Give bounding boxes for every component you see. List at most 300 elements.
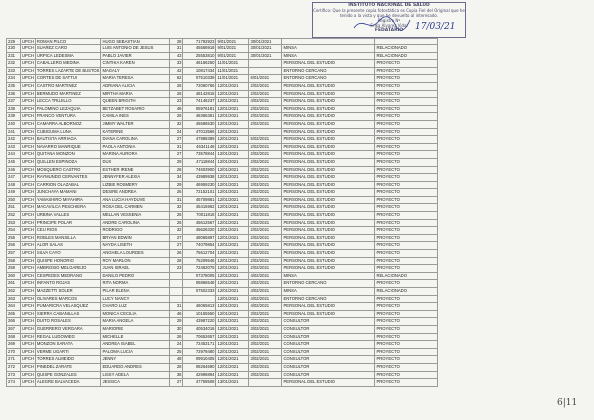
cell-institution: UPCH [21, 318, 36, 326]
cell-given-names: ANA LUCIA HAYDUVE [101, 196, 170, 204]
table-row [7, 288, 438, 296]
cell-row-number: 266 [7, 318, 21, 326]
cell-institution: UPCH [22, 39, 34, 44]
cell-age: 32 [170, 120, 183, 128]
cell-institution: UPCH [21, 113, 36, 121]
cell-dni: 47988389 [183, 136, 216, 144]
cell-start-date: 12/01/2021 [216, 325, 249, 333]
cell-age: 28 [170, 363, 183, 371]
cell-end-date: 3/02/2021 [249, 166, 282, 174]
cell-institution: UPCH [21, 181, 36, 189]
cell-age: 26 [170, 113, 183, 121]
cell-start-date: 11/01/2021 [216, 60, 249, 68]
cell-role: MINSA [282, 52, 375, 60]
cell-start-date: 12/01/2021 [216, 280, 249, 288]
cell-row-number: 229 [7, 39, 21, 45]
cell-age: 26 [170, 250, 183, 258]
cell-start-date: 9/01/2021 [216, 52, 249, 60]
cell-row-number: 246 [7, 166, 21, 174]
cell-surnames: OLIVARES MARCOS [35, 295, 101, 303]
cell-relation: PROYECTO [375, 120, 438, 128]
cell-dni: 72453171 [183, 341, 216, 349]
cell-dni: 08264690 [183, 363, 216, 371]
cell-relation: PROYECTO [375, 219, 438, 227]
cell-start-date: 12/01/2021 [216, 363, 249, 371]
cell-role: ENTORNO CERCANO [282, 295, 375, 303]
cell-end-date: 2/02/2021 [249, 250, 282, 258]
cell-age: 31 [170, 303, 183, 311]
cell-relation: PROYECTO [375, 250, 438, 258]
cell-row-number: 258 [7, 257, 21, 265]
cell-given-names: MARIORIE [101, 325, 170, 333]
table-row [7, 45, 438, 53]
cell-role: PERSONAL DEL ESTUDIO [282, 136, 375, 144]
cell-end-date: 4/02/2021 [249, 98, 282, 106]
cell-end-date: 3/02/2021 [249, 363, 282, 371]
cell-institution: UPCH [21, 166, 36, 174]
cell-end-date: 2/02/2021 [249, 151, 282, 159]
cell-end-date: 3/02/2021 [249, 325, 282, 333]
cell-institution: UPCH [21, 98, 36, 106]
cell-dni [183, 295, 216, 303]
cell-row-number: 259 [7, 265, 21, 273]
cell-row-number: 260 [7, 272, 21, 280]
cell-institution: UPCH [21, 52, 36, 60]
cell-role: PERSONAL DEL ESTUDIO [282, 151, 375, 159]
cell-relation: PROYECTO [375, 310, 438, 318]
stamp-title: INSTITUTO NACIONAL DE SALUD [348, 3, 430, 8]
cell-start-date: 12/01/2021 [216, 82, 249, 90]
cell-end-date: 2/02/2021 [249, 120, 282, 128]
cell-age: 26 [170, 166, 183, 174]
cell-dni: 45612567 [183, 219, 216, 227]
cell-dni: 06866548 [183, 280, 216, 288]
cell-dni: 07502333 [183, 288, 216, 296]
cell-age: 26 [170, 189, 183, 197]
cell-end-date: 30/01/2021 [249, 45, 282, 53]
cell-row-number: 245 [7, 158, 21, 166]
cell-institution: UPCH [21, 151, 36, 159]
cell-age: 33 [170, 60, 183, 68]
cell-age: 27 [170, 242, 183, 250]
table-row [7, 158, 438, 166]
cell-end-date: 3/02/2021 [249, 356, 282, 364]
cell-surnames: ALOR SALAS [35, 242, 101, 250]
cell-start-date: 12/01/2021 [216, 310, 249, 318]
cell-start-date: 12/01/2021 [216, 212, 249, 220]
cell-dni: 75612704 [183, 250, 216, 258]
cell-dni: 75209546 [183, 257, 216, 265]
cell-institution: UPCH [21, 219, 36, 227]
cell-row-number: 242 [7, 136, 21, 144]
cell-end-date: 2/02/2021 [249, 204, 282, 212]
cell-given-names: ANGHELA LOURDES [101, 250, 170, 258]
cell-role: PERSONAL DEL ESTUDIO [282, 143, 375, 151]
cell-institution: UPCH [21, 295, 36, 303]
cell-age: 32 [170, 227, 183, 235]
table-row [7, 371, 438, 379]
cell-row-number: 235 [7, 82, 21, 90]
cell-end-date: 2/02/2021 [249, 181, 282, 189]
cell-start-date: 12/01/2021 [216, 341, 249, 349]
cell-relation: PROYECTO [375, 325, 438, 333]
cell-institution: UPCH [21, 90, 36, 98]
cell-start-date: 12/01/2021 [216, 98, 249, 106]
cell-dni: 70011816 [183, 212, 216, 220]
cell-row-number: 271 [7, 356, 21, 364]
signature [352, 14, 412, 34]
cell-institution: UPCH [21, 212, 36, 220]
cell-row-number: 255 [7, 234, 21, 242]
cell-surnames: ROMAN PILCO [35, 39, 101, 45]
cell-start-date: 11/01/2021 [216, 67, 249, 75]
cell-given-names: LIZBIE ROSMERY [101, 181, 170, 189]
cell-row-number: 273 [7, 371, 21, 379]
cell-institution: UPCH [21, 45, 36, 53]
cell-given-names: MELLAN VESSENIA [101, 212, 170, 220]
cell-start-date: 12/01/2021 [216, 136, 249, 144]
cell-end-date: 2/02/2021 [249, 227, 282, 235]
cell-row-number: 261 [7, 280, 21, 288]
cell-dni: 74146237 [183, 98, 216, 106]
cell-institution: UPCH [21, 356, 36, 364]
table-row [7, 318, 438, 326]
cell-end-date: 2/02/2021 [249, 265, 282, 273]
cell-given-names: PALOMA LUCIA [101, 348, 170, 356]
cell-relation: PROYECTO [375, 82, 438, 90]
table-row [7, 98, 438, 106]
cell-relation: PROYECTO [375, 189, 438, 197]
cell-institution: UPCH [21, 272, 36, 280]
cell-dni: 72979480 [183, 348, 216, 356]
cell-surnames: INFANTO ROJAS [35, 280, 101, 288]
cell-institution: UPCH [21, 325, 36, 333]
cell-age: 43 [170, 52, 183, 60]
table-row [7, 128, 438, 136]
cell-surnames: CUBIGUMA LUNA [35, 128, 101, 136]
cell-age: 26 [170, 82, 183, 90]
cell-start-date: 12/01/2021 [216, 288, 249, 296]
cell-dni: 47013566 [183, 128, 216, 136]
cell-dni: 10817434 [183, 67, 216, 75]
cell-age: 25 [170, 348, 183, 356]
cell-relation: PROYECTO [375, 143, 438, 151]
cell-age: 27 [170, 151, 183, 159]
cell-given-names: DESIRE ANDREA [101, 189, 170, 197]
cell-surnames: TORRES LAZARTE DE BUSTOS [35, 67, 101, 75]
cell-relation: PROYECTO [375, 196, 438, 204]
cell-end-date: 4/02/2021 [249, 280, 282, 288]
cell-given-names: MARIA ANGELA [101, 318, 170, 326]
cell-start-date: 12/01/2021 [216, 120, 249, 128]
table-row [7, 379, 438, 387]
cell-dni: 46065813 [183, 303, 216, 311]
cell-institution: UPCH [21, 303, 36, 311]
cell-start-date: 12/01/2021 [216, 204, 249, 212]
cell-surnames: CASTRO MARTINEZ [35, 82, 101, 90]
cell-start-date: 12/01/2021 [216, 219, 249, 227]
table-row [7, 204, 438, 212]
table-row [7, 189, 438, 197]
cell-row-number: 272 [7, 363, 21, 371]
cell-end-date [249, 128, 282, 136]
cell-age: 26 [170, 90, 183, 98]
table-row [7, 181, 438, 189]
cell-row-number: 274 [7, 379, 21, 387]
cell-start-date: 12/01/2021 [216, 272, 249, 280]
cell-role: PERSONAL DEL ESTUDIO [282, 196, 375, 204]
cell-role: ENTORNO CERCANO [282, 75, 375, 83]
cell-dni: 48065897 [183, 234, 216, 242]
cell-relation: PROYECTO [375, 75, 438, 83]
cell-relation: RELACIONADO [375, 52, 438, 60]
cell-dni: 72152101 [183, 189, 216, 197]
cell-surnames: CEU RIOS [35, 227, 101, 235]
cell-row-number: 236 [7, 90, 21, 98]
cell-role: PERSONAL DEL ESTUDIO [282, 82, 375, 90]
cell-dni: 10155550 [183, 310, 216, 318]
cell-end-date: 5/02/2021 [249, 136, 282, 144]
table-row [7, 341, 438, 349]
cell-relation: PROYECTO [375, 113, 438, 121]
cell-surnames: URPICA LEDESMA [35, 52, 101, 60]
table-row [7, 67, 438, 75]
handwritten-date: 17/03/21 [415, 22, 456, 32]
cell-given-names: CINTHIA KAREN [101, 60, 170, 68]
cell-relation: PROYECTO [375, 136, 438, 144]
cell-surnames: CARRION OLAZABAL [35, 181, 101, 189]
cell-dni: 47759508 [183, 379, 216, 387]
cell-institution: UPCH [21, 242, 36, 250]
cell-role: MINSA [282, 272, 375, 280]
cell-row-number: 269 [7, 341, 21, 349]
table-row [7, 280, 438, 288]
cell-age: 26 [170, 212, 183, 220]
cell-surnames: ROBLES MANSILLA [35, 234, 101, 242]
cell-relation: PROYECTO [375, 295, 438, 303]
cell-relation: PROYECTO [375, 280, 438, 288]
table-row [7, 303, 438, 311]
table-row [7, 356, 438, 364]
cell-surnames: DUITO ROSALES [35, 318, 101, 326]
cell-relation: RELACIONADO [375, 45, 438, 53]
cell-start-date: 12/01/2021 [216, 128, 249, 136]
cell-row-number: 250 [7, 196, 21, 204]
cell-dni: 45586530 [183, 120, 216, 128]
cell-dni: 72060766 [183, 82, 216, 90]
cell-row-number: 263 [7, 295, 21, 303]
cell-dni: 74079854 [183, 242, 216, 250]
cell-dni: 40534016 [183, 325, 216, 333]
cell-end-date: 2/02/2021 [249, 143, 282, 151]
cell-row-number: 254 [7, 227, 21, 235]
cell-dni: 72462075 [183, 265, 216, 273]
cell-role: PERSONAL DEL ESTUDIO [282, 166, 375, 174]
cell-end-date: 2/02/2021 [249, 189, 282, 197]
cell-dni: 71792923 [183, 39, 216, 45]
cell-surnames: QUILLEN ESPINOZA [35, 158, 101, 166]
cell-end-date: 3/02/2021 [249, 318, 282, 326]
cell-institution: UPCH [21, 265, 36, 273]
cell-start-date: 12/01/2021 [216, 234, 249, 242]
table-row [7, 174, 438, 182]
cell-row-number: 253 [7, 219, 21, 227]
stamp-fedatario-name: Erika Alvarez Vidal [370, 23, 408, 28]
cell-start-date: 12/01/2021 [216, 242, 249, 250]
cell-surnames: GUERRERO VERGARA [35, 325, 101, 333]
cell-end-date: 2/02/2021 [249, 174, 282, 182]
cell-age: 27 [170, 234, 183, 242]
cell-end-date: 3/02/2021 [249, 371, 282, 379]
cell-age: 62 [170, 75, 183, 83]
cell-end-date: 4/02/2021 [249, 288, 282, 296]
cell-surnames: URBINA VALLES [35, 212, 101, 220]
cell-given-names: QUEEN BRIGITH [101, 98, 170, 106]
cell-surnames: PUMARICRA VELASQUEZ [35, 303, 101, 311]
cell-age: 28 [170, 39, 183, 45]
table-row [7, 196, 438, 204]
cell-end-date: 2/02/2021 [249, 242, 282, 250]
cell-end-date: 30/01/2021 [249, 52, 282, 60]
cell-row-number: 233 [7, 67, 21, 75]
table-row [7, 265, 438, 273]
cell-end-date: 2/02/2021 [249, 196, 282, 204]
cell-role: PERSONAL DEL ESTUDIO [282, 250, 375, 258]
cell-age [170, 280, 183, 288]
cell-age [170, 288, 183, 296]
cell-end-date: 4/02/2021 [249, 303, 282, 311]
cell-given-names: BETZABET ROSARIO [101, 105, 170, 113]
cell-surnames: BERMUDO MARTINEZ [35, 90, 101, 98]
cell-end-date [249, 60, 282, 68]
cell-age: 31 [170, 45, 183, 53]
cell-dni: 46166250 [183, 60, 216, 68]
cell-given-names: MARINA AURORA [101, 151, 170, 159]
cell-relation: PROYECTO [375, 348, 438, 356]
cell-role: CONSULTOR [282, 371, 375, 379]
cell-relation: PROYECTO [375, 265, 438, 273]
cell-dni: 48142815 [183, 90, 216, 98]
stamp-registro: Registro Nº [377, 18, 401, 23]
cell-given-names: DANILO PEDRO [101, 272, 170, 280]
cell-role: PERSONAL DEL ESTUDIO [282, 227, 375, 235]
cell-given-names: PAOLA ANTONIA [101, 143, 170, 151]
cell-relation: PROYECTO [375, 371, 438, 379]
table-row [7, 151, 438, 159]
cell-institution: UPCH [21, 363, 36, 371]
cell-age: 46 [170, 310, 183, 318]
cell-age: 24 [170, 341, 183, 349]
cell-surnames: LECCA TRUJILLO [35, 98, 101, 106]
cell-relation: PROYECTO [375, 67, 438, 75]
cell-age: 29 [170, 181, 183, 189]
table-row [7, 234, 438, 242]
cell-relation: RELACIONADO [375, 288, 438, 296]
cell-institution: UPCH [21, 82, 36, 90]
cell-institution: UPCH [21, 310, 36, 318]
stamp-text: Certifico: Que la presente copia fotostática es Copia Fiel del Original que he tenido a la vista y que he devuelto al interesado. [313, 8, 465, 18]
cell-given-names: BRYAN EDWIN [101, 234, 170, 242]
cell-age: 26 [170, 219, 183, 227]
cell-role: PERSONAL DEL ESTUDIO [282, 113, 375, 121]
cell-institution: UPCH [21, 227, 36, 235]
cell-start-date: 12/01/2021 [216, 257, 249, 265]
cell-start-date: 12/01/2021 [216, 105, 249, 113]
cell-given-names: HUGO SEBASTIAN [101, 39, 170, 45]
cell-surnames: CESPEDES MEDRANO [35, 272, 101, 280]
cell-row-number: 243 [7, 143, 21, 151]
cell-given-names: EDUARDO ANDRES [101, 363, 170, 371]
cell-role: PERSONAL DEL ESTUDIO [282, 105, 375, 113]
cell-row-number: 252 [7, 212, 21, 220]
cell-row-number: 256 [7, 242, 21, 250]
table-row [7, 310, 438, 318]
cell-surnames: QUISPE HONORIO [35, 257, 101, 265]
cell-role: PERSONAL DEL ESTUDIO [282, 257, 375, 265]
cell-role: PERSONAL DEL ESTUDIO [282, 98, 375, 106]
cell-row-number: 231 [7, 52, 21, 60]
cell-surnames: MOSQUERO CASTRO [35, 166, 101, 174]
cell-dni: 43987220 [183, 318, 216, 326]
cell-age [170, 295, 183, 303]
cell-institution: UPCH [21, 128, 36, 136]
cell-role: ENTORNO CERCANO [282, 67, 375, 75]
cell-age: 46 [170, 105, 183, 113]
cell-role: PERSONAL DEL ESTUDIO [282, 158, 375, 166]
cell-given-names: MAGALY [101, 67, 170, 75]
table-row [7, 242, 438, 250]
cell-dni: 25553810 [183, 52, 216, 60]
cell-row-number: 239 [7, 113, 21, 121]
cell-role: PERSONAL DEL ESTUDIO [282, 128, 375, 136]
cell-age: 26 [170, 333, 183, 341]
cell-institution: UPCH [21, 341, 36, 349]
cell-relation: PROYECTO [375, 356, 438, 364]
cell-role: MINSA [282, 45, 375, 53]
cell-age: 31 [170, 143, 183, 151]
cell-role: ENTORNO CERCANO [282, 280, 375, 288]
cell-dni: 45415962 [183, 204, 216, 212]
cell-start-date: 12/01/2021 [216, 265, 249, 273]
cell-surnames: MONZON SARATA [35, 341, 101, 349]
cell-start-date: 12/01/2021 [216, 333, 249, 341]
cell-role: PERSONAL DEL ESTUDIO [282, 189, 375, 197]
cell-dni: 07510339 [183, 75, 216, 83]
cell-start-date: 12/01/2021 [216, 227, 249, 235]
cell-dni: 05976181 [183, 105, 216, 113]
cell-role: PERSONAL DEL ESTUDIO [282, 242, 375, 250]
cell-end-date: 2/02/2021 [249, 212, 282, 220]
cell-age: 29 [170, 158, 183, 166]
cell-institution: UPCH [21, 105, 36, 113]
cell-role: CONSULTOR [282, 318, 375, 326]
cell-institution: UPCH [21, 158, 36, 166]
table-row [7, 333, 438, 341]
cell-dni: 70652657 [183, 333, 216, 341]
cell-relation: PROYECTO [375, 363, 438, 371]
cell-given-names: MARIA TERESA [101, 75, 170, 83]
cell-surnames: PINEDEL ZARATE [35, 363, 101, 371]
stamp-fedatario-label: FEDATARIO [374, 28, 404, 33]
table-row [7, 219, 438, 227]
cell-row-number: 230 [7, 45, 21, 53]
cell-given-names: RITA NORMA [101, 280, 170, 288]
cell-dni: 47118844 [183, 158, 216, 166]
cell-end-date: 2/02/2021 [249, 219, 282, 227]
cell-given-names: MONICA CECILIA [101, 310, 170, 318]
cell-role: PERSONAL DEL ESTUDIO [282, 120, 375, 128]
cell-relation: PROYECTO [375, 333, 438, 341]
